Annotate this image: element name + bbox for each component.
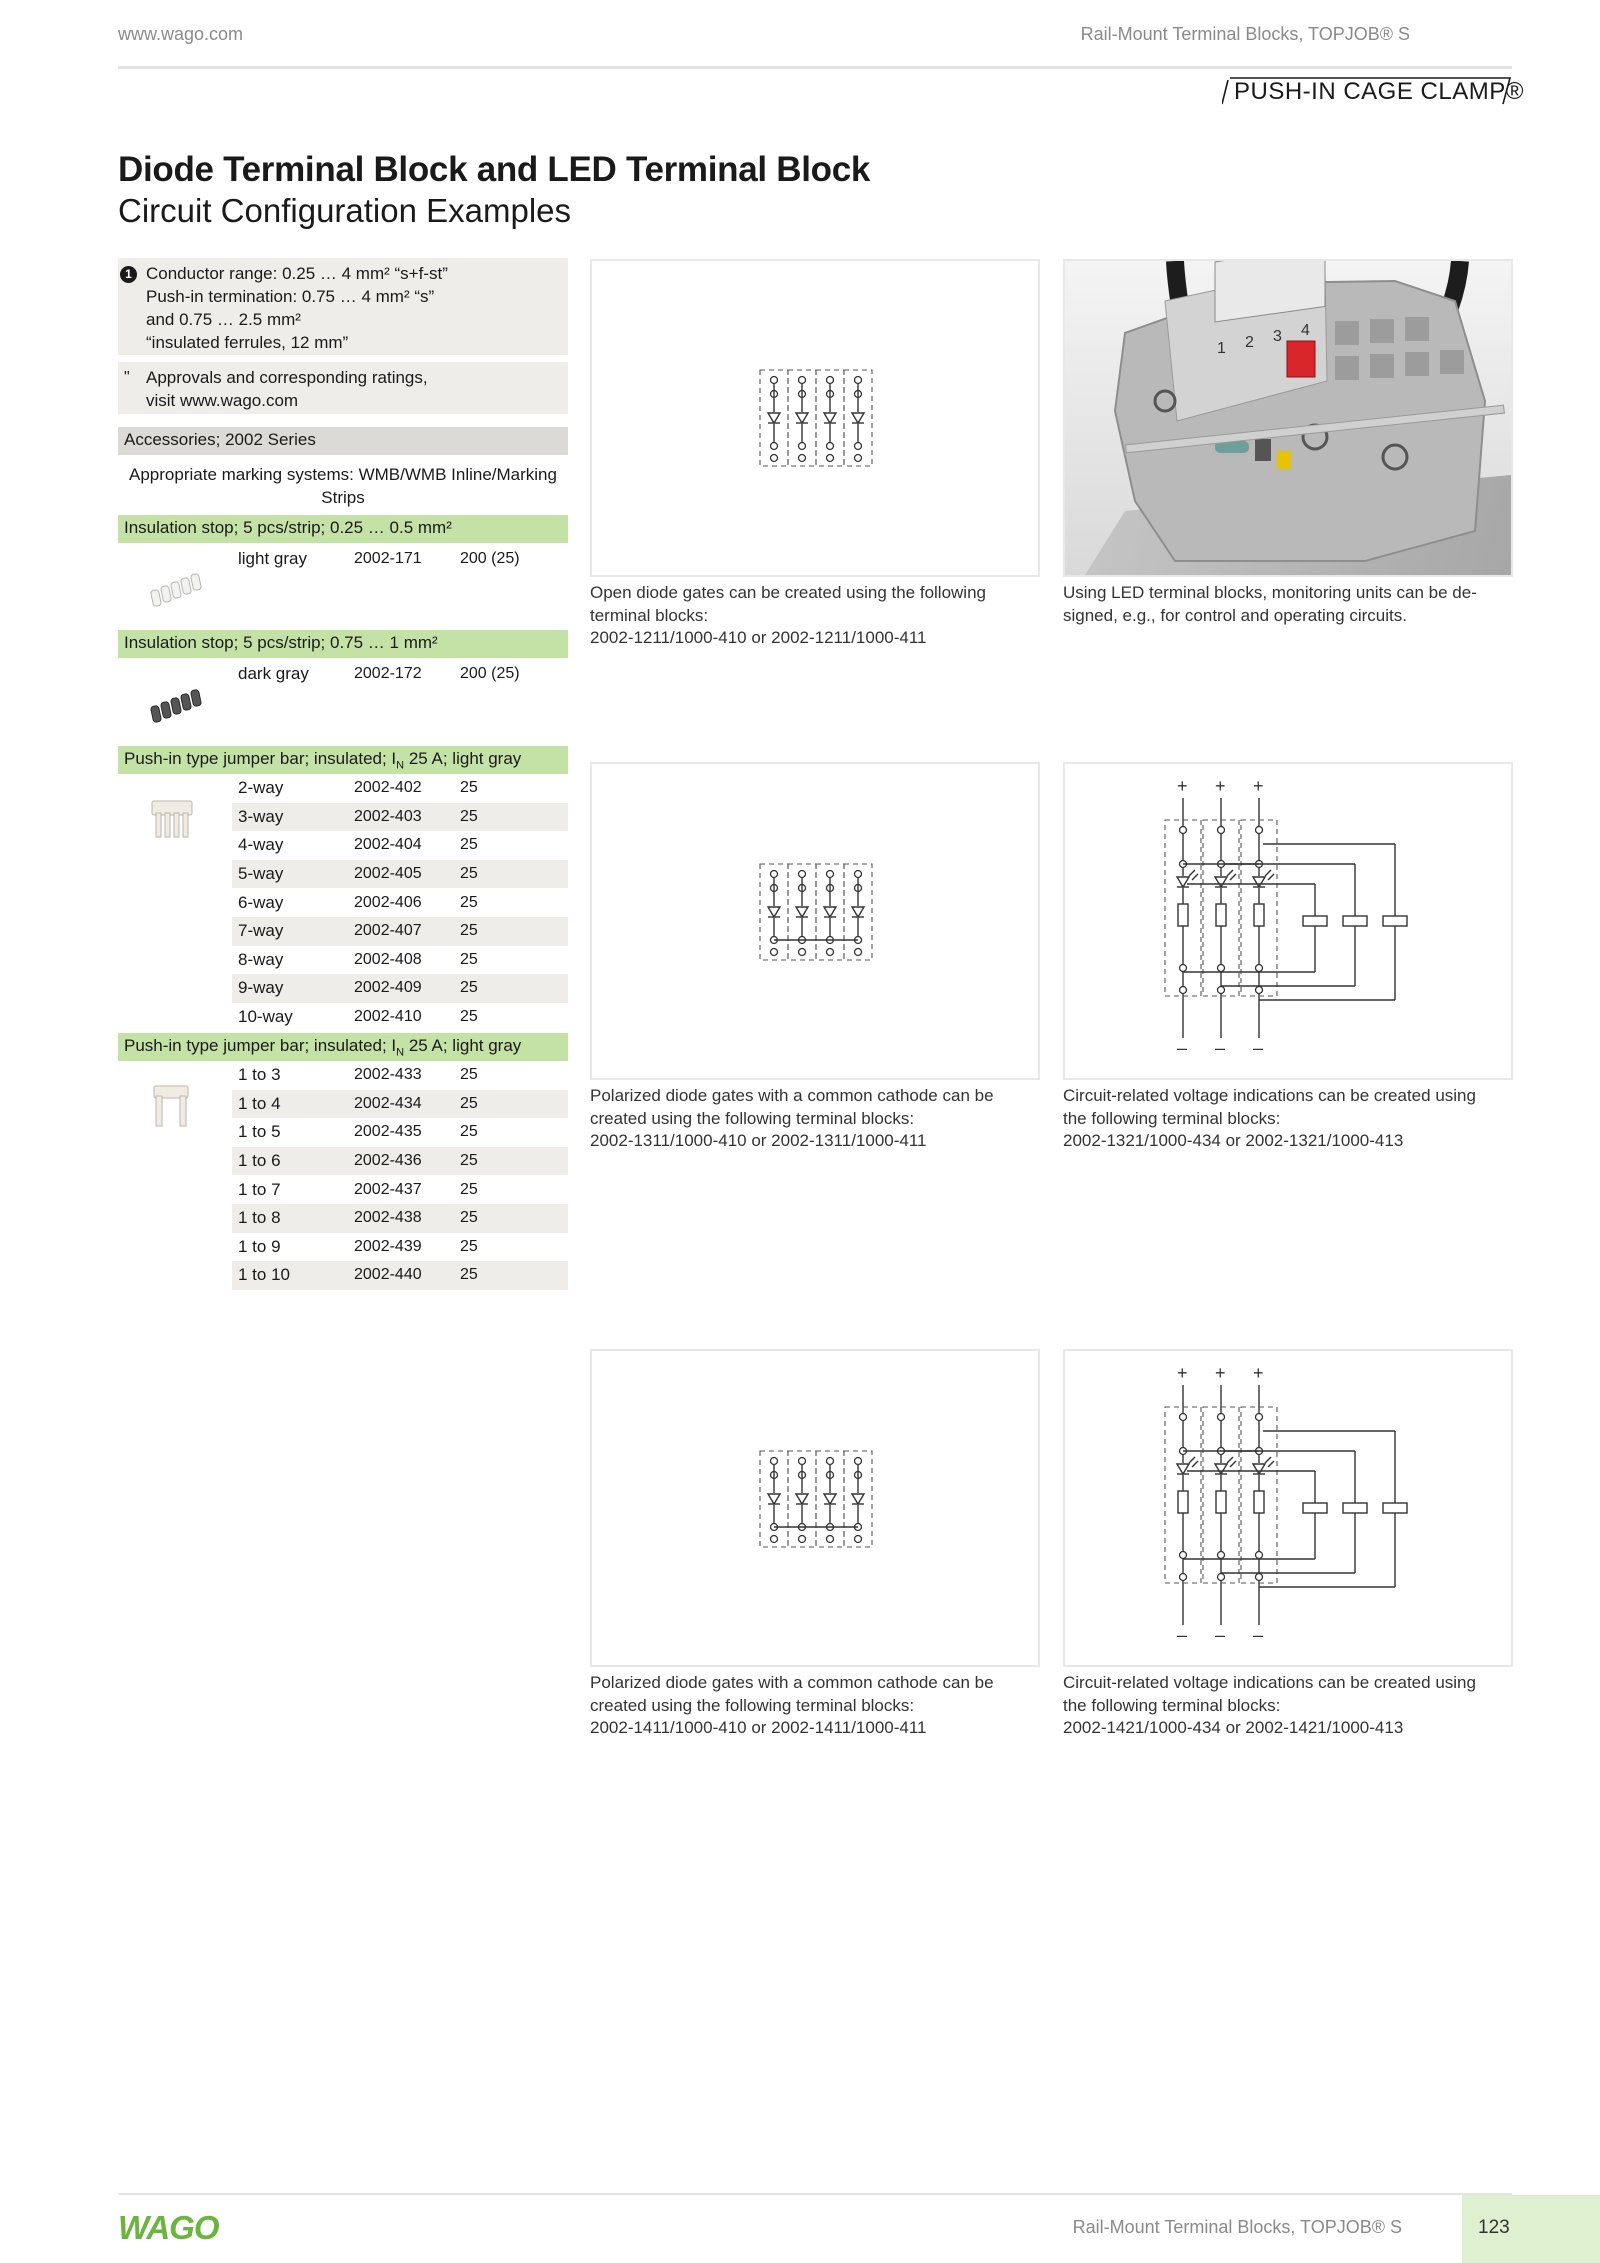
cell-name: 3-way <box>238 806 284 826</box>
terminal-point <box>1180 1414 1187 1421</box>
terminal-point <box>1180 987 1187 994</box>
diode-symbol <box>824 1494 836 1504</box>
table-row <box>232 917 568 946</box>
led-arrow <box>1192 1461 1198 1467</box>
diode-symbol <box>796 413 808 423</box>
terminal-point <box>1256 827 1263 834</box>
terminal-point <box>855 443 862 450</box>
conductor-range-note <box>118 258 568 355</box>
diode-symbol <box>852 413 864 423</box>
page-subtitle: Circuit Configuration Examples <box>118 192 572 229</box>
diode-symbol <box>796 907 808 917</box>
diode-symbol <box>1215 1464 1227 1474</box>
terminal-point <box>799 455 806 462</box>
caption-voltage-indication-1321 <box>1063 1085 1513 1153</box>
cell-name: 1 to 4 <box>238 1093 281 1113</box>
table-row <box>232 831 568 860</box>
diode-schematic-common-cathode-2 <box>592 1351 1038 1665</box>
jumper-bar-staggered-table <box>232 1061 568 1290</box>
cell-name: 1 to 9 <box>238 1236 281 1256</box>
wago-logo <box>118 2210 230 2246</box>
cell-pack: 25 <box>460 1266 478 1284</box>
cell-pack: 25 <box>460 779 478 797</box>
table-row <box>232 860 568 889</box>
caption-line: Polarized diode gates with a common cathode can be <box>590 1086 994 1105</box>
terminal-point <box>771 1458 778 1465</box>
cell-name: 9-way <box>238 978 284 998</box>
caption-line: 2002-1421/1000-434 or 2002-1421/1000-413 <box>1063 1718 1404 1737</box>
terminal-point <box>1218 1414 1225 1421</box>
diode-symbol <box>768 907 780 917</box>
cell-pack: 25 <box>460 950 478 968</box>
figure-polarized-diode-gates-1311 <box>590 762 1040 1080</box>
marking-systems-text <box>118 463 568 509</box>
terminal-point <box>771 377 778 384</box>
diode-symbol <box>852 907 864 917</box>
caption-line: created using the following terminal blocks: <box>590 1108 915 1128</box>
diode-symbol <box>1253 877 1265 887</box>
minus-sign: – <box>1253 1625 1264 1645</box>
wago-logo-text: WAGO <box>118 2210 219 2246</box>
cell-pack: 25 <box>460 865 478 883</box>
caption-voltage-indication-1421 <box>1063 1672 1513 1740</box>
note-line: and 0.75 … 2.5 mm² <box>146 310 301 329</box>
terminal-point <box>771 871 778 878</box>
cell-pack: 200 (25) <box>460 665 520 683</box>
caption-line: the following terminal blocks: <box>1063 1108 1281 1128</box>
cell-name: 1 to 10 <box>238 1265 290 1285</box>
led-arrow <box>1192 874 1198 880</box>
diode-symbol <box>852 1494 864 1504</box>
heading-text: Push-in type jumper bar; insulated; I <box>124 1036 397 1055</box>
cell-name: light gray <box>238 549 307 569</box>
relay-coil-symbol <box>1303 916 1327 926</box>
cell-pack: 25 <box>460 979 478 997</box>
header-site-link[interactable]: www.wago.com <box>118 24 244 44</box>
resistor-symbol <box>1216 904 1226 926</box>
diode-symbol <box>1215 877 1227 887</box>
cell-name: 8-way <box>238 949 284 969</box>
footer-divider <box>118 2193 1512 2195</box>
led-arrow <box>1268 874 1274 880</box>
table-row <box>232 888 568 917</box>
terminal-point <box>799 377 806 384</box>
minus-sign: – <box>1177 1625 1188 1645</box>
table-row <box>232 946 568 975</box>
cell-pack: 25 <box>460 1152 478 1170</box>
terminal-point <box>771 1536 778 1543</box>
page-number-box <box>1462 2195 1600 2263</box>
figure-led-terminal-photo <box>1063 259 1513 577</box>
table-row <box>232 1090 568 1119</box>
cell-item: 2002-409 <box>354 979 422 997</box>
cell-pack: 25 <box>460 1094 478 1112</box>
plus-sign: + <box>1177 776 1188 796</box>
terminal-point <box>799 443 806 450</box>
insulation-stop-dark-table <box>232 660 568 689</box>
heading-subscript: N <box>396 759 405 772</box>
figure-polarized-diode-gates-1411 <box>590 1349 1040 1667</box>
terminal-point <box>855 871 862 878</box>
diode-symbol <box>768 1494 780 1504</box>
led-arrow <box>1189 870 1195 876</box>
cell-name: dark gray <box>238 664 309 684</box>
photo-marker-label: 1 <box>1217 340 1226 357</box>
cell-pack: 25 <box>460 922 478 940</box>
led-arrow <box>1227 1457 1233 1463</box>
heading-text: 25 A; light gray <box>404 1036 522 1055</box>
brand-tag-label: PUSH-IN CAGE CLAMP® <box>1234 78 1524 105</box>
insulation-stop-dark-heading: Insulation stop; 5 pcs/strip; 0.75 … 1 mm² <box>118 630 568 658</box>
heading-subscript: N <box>396 1046 405 1059</box>
minus-sign: – <box>1215 1038 1226 1058</box>
cell-name: 1 to 5 <box>238 1122 281 1142</box>
terminal-point <box>855 1536 862 1543</box>
terminal-point <box>1218 987 1225 994</box>
cell-item: 2002-407 <box>354 922 422 940</box>
caption-line: 2002-1321/1000-434 or 2002-1321/1000-413 <box>1063 1131 1404 1150</box>
terminal-point <box>799 949 806 956</box>
relay-coil-symbol <box>1383 916 1407 926</box>
plus-sign: + <box>1215 776 1226 796</box>
terminal-point <box>1218 1552 1225 1559</box>
led-arrow <box>1227 870 1233 876</box>
table-row <box>232 1204 568 1233</box>
terminal-point <box>1180 1574 1187 1581</box>
cell-name: 1 to 6 <box>238 1151 281 1171</box>
terminal-point <box>855 377 862 384</box>
minus-sign: – <box>1215 1625 1226 1645</box>
jumper-bar-adjacent-heading <box>118 746 568 774</box>
cell-item: 2002-437 <box>354 1180 422 1198</box>
caption-polarized-diode-1311 <box>590 1085 1040 1153</box>
caption-line: Using LED terminal blocks, monitoring units can be de- <box>1063 583 1477 602</box>
terminal-point <box>827 443 834 450</box>
terminal-point <box>855 455 862 462</box>
table-row <box>232 1118 568 1147</box>
page-number: 123 <box>1478 2217 1510 2238</box>
cell-item: 2002-434 <box>354 1094 422 1112</box>
caption-line: 2002-1411/1000-410 or 2002-1411/1000-411 <box>590 1718 927 1737</box>
insulation-stop-dark-image <box>148 686 204 726</box>
cell-item: 2002-440 <box>354 1266 422 1284</box>
cell-name: 1 to 8 <box>238 1208 281 1228</box>
diode-symbol <box>824 907 836 917</box>
cell-item: 2002-172 <box>354 665 422 683</box>
heading-text: 25 A; light gray <box>404 749 522 768</box>
resistor-symbol <box>1254 1491 1264 1513</box>
diode-symbol <box>796 1494 808 1504</box>
note-line: Push-in termination: 0.75 … 4 mm² “s” <box>146 287 435 306</box>
cell-pack: 25 <box>460 1008 478 1026</box>
caption-line: Circuit-related voltage indications can be created using <box>1063 1673 1476 1692</box>
led-voltage-indication-schematic-2 <box>1065 1351 1511 1665</box>
minus-sign: – <box>1177 1038 1188 1058</box>
cell-item: 2002-408 <box>354 950 422 968</box>
cell-pack: 25 <box>460 1180 478 1198</box>
cell-name: 6-way <box>238 892 284 912</box>
terminal-point <box>1218 827 1225 834</box>
cell-name: 5-way <box>238 864 284 884</box>
diode-symbol <box>824 413 836 423</box>
cell-pack: 25 <box>460 836 478 854</box>
table-row <box>232 1147 568 1176</box>
terminal-point <box>771 443 778 450</box>
relay-coil-symbol <box>1343 1503 1367 1513</box>
diode-symbol <box>768 413 780 423</box>
terminal-point <box>799 1458 806 1465</box>
relay-coil-symbol <box>1383 1503 1407 1513</box>
table-row <box>232 1061 568 1090</box>
cell-item: 2002-406 <box>354 893 422 911</box>
caption-line: Circuit-related voltage indications can be created using <box>1063 1086 1476 1105</box>
insulation-stop-light-table <box>232 545 568 574</box>
caption-line: terminal blocks: <box>590 605 709 625</box>
cell-item: 2002-404 <box>354 836 422 854</box>
terminal-point <box>827 1458 834 1465</box>
plus-sign: + <box>1253 1363 1264 1383</box>
caption-line: 2002-1311/1000-410 or 2002-1311/1000-411 <box>590 1131 927 1150</box>
terminal-point <box>827 455 834 462</box>
approvals-mark: " <box>124 369 130 386</box>
caption-open-diode-gates <box>590 582 1040 650</box>
led-arrow <box>1189 1457 1195 1463</box>
footer-section-title: Rail-Mount Terminal Blocks, TOPJOB® S <box>1072 2217 1402 2237</box>
jumper-bar-staggered-image <box>150 1080 194 1132</box>
cell-item: 2002-402 <box>354 779 422 797</box>
cell-name: 1 to 7 <box>238 1179 281 1199</box>
photo-marker-label: 2 <box>1245 334 1254 351</box>
table-row <box>232 774 568 803</box>
page-title: Diode Terminal Block and LED Terminal Block <box>118 150 871 189</box>
table-row <box>232 1233 568 1262</box>
relay-coil-symbol <box>1343 916 1367 926</box>
cell-pack: 200 (25) <box>460 550 520 568</box>
cell-item: 2002-171 <box>354 550 422 568</box>
table-row <box>232 803 568 832</box>
terminal-point <box>827 377 834 384</box>
terminal-point <box>1256 965 1263 972</box>
note-line: Approvals and corresponding ratings, <box>146 368 428 387</box>
terminal-point <box>771 949 778 956</box>
figure-voltage-indication-1421 <box>1063 1349 1513 1667</box>
table-row <box>232 1175 568 1204</box>
diode-symbol <box>1177 877 1189 887</box>
led-voltage-indication-schematic <box>1065 764 1511 1078</box>
marking-line: Strips <box>321 488 365 507</box>
led-arrow <box>1230 874 1236 880</box>
note-line: “insulated ferrules, 12 mm” <box>146 333 349 352</box>
terminal-point <box>1180 827 1187 834</box>
table-row <box>232 974 568 1003</box>
figure-voltage-indication-1321 <box>1063 762 1513 1080</box>
terminal-point <box>1256 1414 1263 1421</box>
terminal-point <box>1180 1552 1187 1559</box>
plus-sign: + <box>1215 1363 1226 1383</box>
minus-sign: – <box>1253 1038 1264 1058</box>
terminal-point <box>827 1536 834 1543</box>
caption-line: Open diode gates can be created using the following <box>590 583 986 602</box>
led-arrow <box>1265 870 1271 876</box>
cell-item: 2002-438 <box>354 1209 422 1227</box>
cell-item: 2002-433 <box>354 1066 422 1084</box>
relay-coil-symbol <box>1303 1503 1327 1513</box>
resistor-symbol <box>1178 1491 1188 1513</box>
cell-name: 1 to 3 <box>238 1065 281 1085</box>
table-row <box>232 660 568 689</box>
plus-sign: + <box>1253 776 1264 796</box>
diode-schematic-common-cathode <box>592 764 1038 1078</box>
photo-marker-label: 3 <box>1273 328 1282 345</box>
cell-name: 7-way <box>238 921 284 941</box>
terminal-point <box>1180 965 1187 972</box>
caption-line: 2002-1211/1000-410 or 2002-1211/1000-411 <box>590 628 927 647</box>
cell-pack: 25 <box>460 807 478 825</box>
terminal-point <box>799 1536 806 1543</box>
note-line[interactable]: visit www.wago.com <box>146 391 299 410</box>
cell-name: 2-way <box>238 778 284 798</box>
accessories-heading: Accessories; 2002 Series <box>118 427 568 455</box>
cell-item: 2002-405 <box>354 865 422 883</box>
table-row <box>232 1261 568 1290</box>
resistor-symbol <box>1178 904 1188 926</box>
resistor-symbol <box>1216 1491 1226 1513</box>
plus-sign: + <box>1177 1363 1188 1383</box>
marking-line: Appropriate marking systems: WMB/WMB Inline/Marking <box>129 465 557 484</box>
terminal-point <box>855 1458 862 1465</box>
jumper-bar-adjacent-image <box>148 795 198 845</box>
table-row <box>232 545 568 574</box>
figure-open-diode-gates <box>590 259 1040 577</box>
header-divider <box>118 66 1512 69</box>
cell-item: 2002-410 <box>354 1008 422 1026</box>
push-in-cage-clamp-tag <box>1222 76 1524 106</box>
diode-schematic-open <box>592 261 1038 575</box>
led-arrow <box>1230 1461 1236 1467</box>
cell-item: 2002-435 <box>354 1123 422 1141</box>
led-terminal-block-photo <box>1065 261 1511 575</box>
caption-led-monitoring <box>1063 582 1513 627</box>
led-arrow <box>1265 1457 1271 1463</box>
terminal-point <box>827 871 834 878</box>
terminal-point <box>771 455 778 462</box>
table-row <box>232 1003 568 1032</box>
cell-pack: 25 <box>460 1209 478 1227</box>
terminal-point <box>799 871 806 878</box>
jumper-bar-staggered-heading <box>118 1033 568 1061</box>
cell-name: 4-way <box>238 835 284 855</box>
diode-symbol <box>1253 1464 1265 1474</box>
led-arrow <box>1268 1461 1274 1467</box>
heading-text: Push-in type jumper bar; insulated; I <box>124 749 397 768</box>
terminal-point <box>855 949 862 956</box>
cell-pack: 25 <box>460 1237 478 1255</box>
cell-item: 2002-439 <box>354 1237 422 1255</box>
terminal-point <box>1256 987 1263 994</box>
approvals-note <box>118 362 568 414</box>
jumper-bar-adjacent-table <box>232 774 568 1031</box>
cell-item: 2002-403 <box>354 807 422 825</box>
caption-line: the following terminal blocks: <box>1063 1695 1281 1715</box>
resistor-symbol <box>1254 904 1264 926</box>
insulation-stop-light-image <box>148 570 204 610</box>
terminal-point <box>1218 965 1225 972</box>
cell-item: 2002-436 <box>354 1152 422 1170</box>
cell-pack: 25 <box>460 893 478 911</box>
caption-line: created using the following terminal blocks: <box>590 1695 915 1715</box>
diode-symbol <box>1177 1464 1189 1474</box>
cell-pack: 25 <box>460 1123 478 1141</box>
caption-line: Polarized diode gates with a common cathode can be <box>590 1673 994 1692</box>
header-section-title: Rail-Mount Terminal Blocks, TOPJOB® S <box>1080 24 1410 44</box>
terminal-point <box>1256 1552 1263 1559</box>
cell-pack: 25 <box>460 1066 478 1084</box>
terminal-point <box>827 949 834 956</box>
photo-marker-label: 4 <box>1301 322 1310 339</box>
terminal-point <box>1256 1574 1263 1581</box>
terminal-point <box>1218 1574 1225 1581</box>
insulation-stop-light-heading: Insulation stop; 5 pcs/strip; 0.25 … 0.5 mm² <box>118 515 568 543</box>
note-line: Conductor range: 0.25 … 4 mm² “s+f-st” <box>146 264 448 283</box>
cell-name: 10-way <box>238 1007 293 1027</box>
caption-polarized-diode-1411 <box>590 1672 1040 1740</box>
caption-line: signed, e.g., for control and operating circuits. <box>1063 605 1407 625</box>
note-number-badge: 1 <box>120 266 137 283</box>
